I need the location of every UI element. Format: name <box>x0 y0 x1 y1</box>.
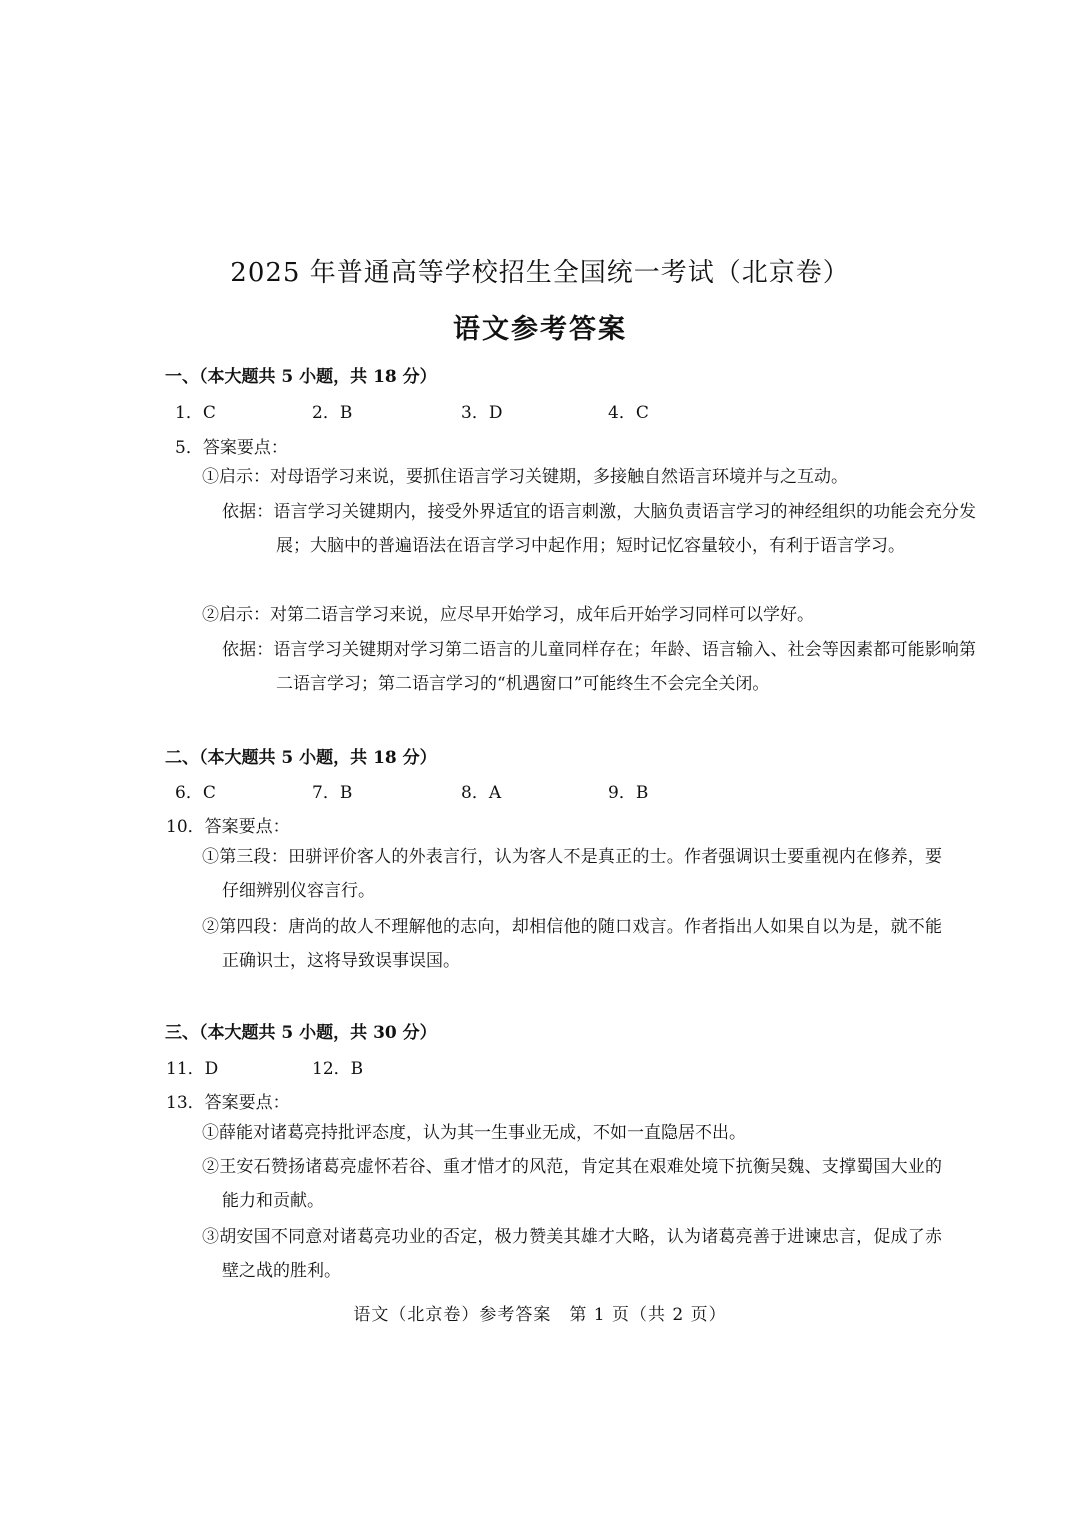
answer-point: ①启示：对母语学习来说，要抓住语言学习关键期，多接触自然语言环境并与之互动。 <box>202 467 848 487</box>
answer-point: ①薛能对诸葛亮持批评态度，认为其一生事业无成，不如一直隐居不出。 <box>202 1123 746 1143</box>
mc-answer: 3．D <box>461 403 503 423</box>
mc-answer: 9．B <box>608 783 649 803</box>
answer-point: ②王安石赞扬诸葛亮虚怀若谷、重才惜才的风范，肯定其在艰难处境下抗衡吴魏、支撑蜀国大业的能力和贡献。 <box>202 1157 942 1211</box>
answer-point: ③胡安国不同意对诸葛亮功业的否定，极力赞美其雄才大略，认为诸葛亮善于进谏忠言，促成了赤壁之战的胜利。 <box>202 1227 942 1281</box>
answer-basis: 依据：语言学习关键期对学习第二语言的儿童同样存在；年龄、语言输入、社会等因素都可能影响第二语言学习；第二语言学习的“机遇窗口”可能终生不会完全关闭。 <box>222 640 976 694</box>
mc-answer: 12．B <box>312 1059 364 1079</box>
section-heading-3: 三、（本大题共 5 小题，共 30 分） <box>165 1023 437 1043</box>
mc-answer: 4．C <box>608 403 649 423</box>
section-heading-1: 一、（本大题共 5 小题，共 18 分） <box>165 367 437 387</box>
question-label: 13．答案要点： <box>166 1093 290 1113</box>
answer-point: ①第三段：田骈评价客人的外表言行，认为客人不是真正的士。作者强调识士要重视内在修养，要仔细辨别仪容言行。 <box>202 847 942 901</box>
answer-basis: 依据：语言学习关键期内，接受外界适宜的语言刺激，大脑负责语言学习的神经组织的功能会充分发展；大脑中的普遍语法在语言学习中起作用；短时记忆容量较小，有利于语言学习。 <box>222 502 976 556</box>
question-label: 5．答案要点： <box>175 438 288 458</box>
answer-point: ②启示：对第二语言学习来说，应尽早开始学习，成年后开始学习同样可以学好。 <box>202 605 814 625</box>
mc-answer: 1．C <box>175 403 216 423</box>
page-footer: 语文（北京卷）参考答案 第 1 页（共 2 页） <box>353 1305 727 1325</box>
answer-point: ②第四段：唐尚的故人不理解他的志向，却相信他的随口戏言。作者指出人如果自以为是，就不能正确识士，这将导致误事误国。 <box>202 917 942 971</box>
document-subtitle: 语文参考答案 <box>453 314 627 345</box>
mc-answer: 2．B <box>312 403 353 423</box>
question-label: 10．答案要点： <box>166 817 290 837</box>
mc-answer: 11．D <box>166 1059 219 1079</box>
mc-answer: 6．C <box>175 783 216 803</box>
exam-title: 2025 年普通高等学校招生全国统一考试（北京卷） <box>230 258 850 288</box>
section-heading-2: 二、（本大题共 5 小题，共 18 分） <box>165 748 437 768</box>
mc-answer: 8．A <box>461 783 502 803</box>
mc-answer: 7．B <box>312 783 353 803</box>
